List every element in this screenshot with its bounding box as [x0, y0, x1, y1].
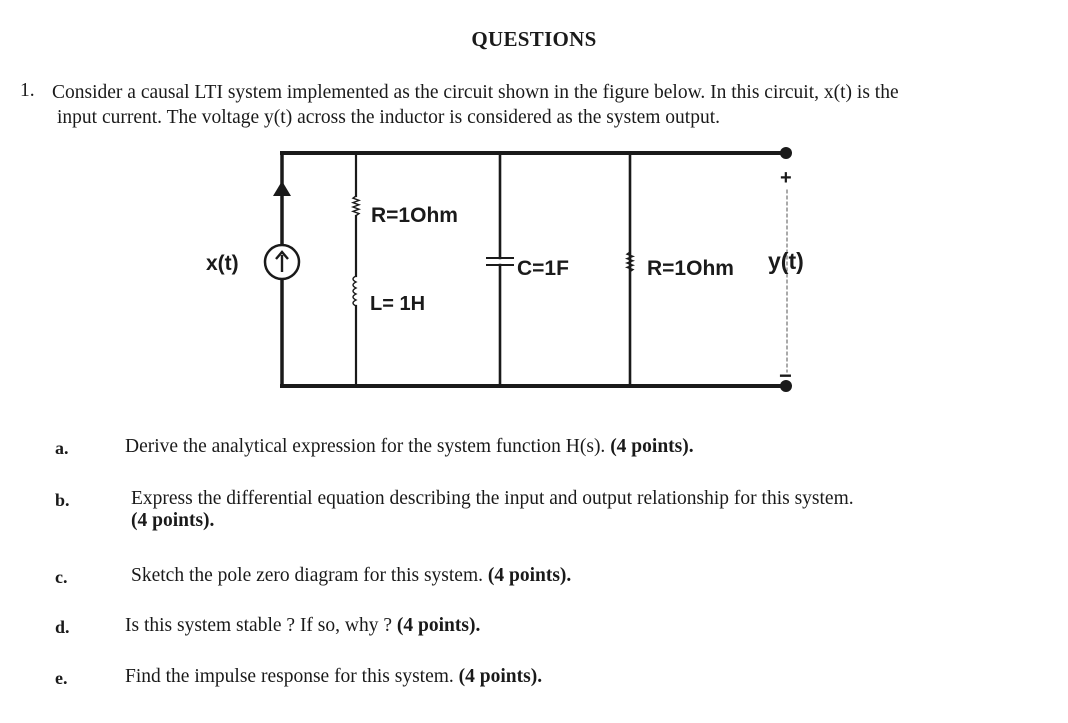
inductor-label: L= 1H	[370, 293, 426, 315]
part-b-points: (4 points).	[131, 510, 215, 531]
capacitor-label: C=1F	[517, 257, 569, 280]
r1-label: R=1Ohm	[371, 204, 458, 227]
part-d-points: (4 points).	[396, 615, 481, 636]
output-minus-sign: −	[779, 363, 792, 388]
part-c-points: (4 points).	[487, 565, 572, 586]
part-e-points: (4 points).	[458, 666, 543, 687]
inductor-l	[353, 276, 356, 306]
part-c-text	[131, 565, 571, 587]
part-a-text	[125, 436, 694, 458]
part-a-question: Derive the analytical expression for the system function H(s).	[125, 436, 606, 457]
part-d-text	[125, 615, 480, 637]
resistor-r1	[353, 196, 359, 216]
output-terminal-top	[780, 147, 792, 159]
source-arrowhead	[273, 181, 291, 196]
part-a-points: (4 points).	[610, 436, 694, 457]
part-d-question: Is this system stable ? If so, why ?	[125, 615, 393, 636]
part-d-letter: d.	[55, 617, 70, 637]
part-a-letter: a.	[55, 438, 69, 458]
question-number: 1.	[20, 80, 35, 101]
question-line-2: input current. The voltage y(t) across the inductor is considered as the system output.	[57, 107, 721, 128]
part-b-letter: b.	[55, 490, 70, 510]
questions-heading: QUESTIONS	[471, 27, 597, 51]
part-c-question: Sketch the pole zero diagram for this system.	[131, 565, 483, 586]
resistor-r2	[627, 252, 633, 272]
part-e-question: Find the impulse response for this system.	[125, 666, 454, 687]
source-label: x(t)	[206, 252, 239, 275]
part-c-letter: c.	[55, 567, 68, 587]
part-e-text	[125, 666, 542, 688]
part-e-letter: e.	[55, 668, 68, 688]
output-plus-sign: +	[780, 167, 792, 189]
part-b-question: Express the differential equation describing the input and output relationship for this system.	[131, 488, 854, 509]
r2-label: R=1Ohm	[647, 257, 734, 280]
question-line-1: Consider a causal LTI system implemented as the circuit shown in the figure below. In this circuit, x(t) is the	[52, 82, 899, 103]
output-label: y(t)	[768, 248, 804, 274]
part-b-text	[131, 488, 854, 532]
